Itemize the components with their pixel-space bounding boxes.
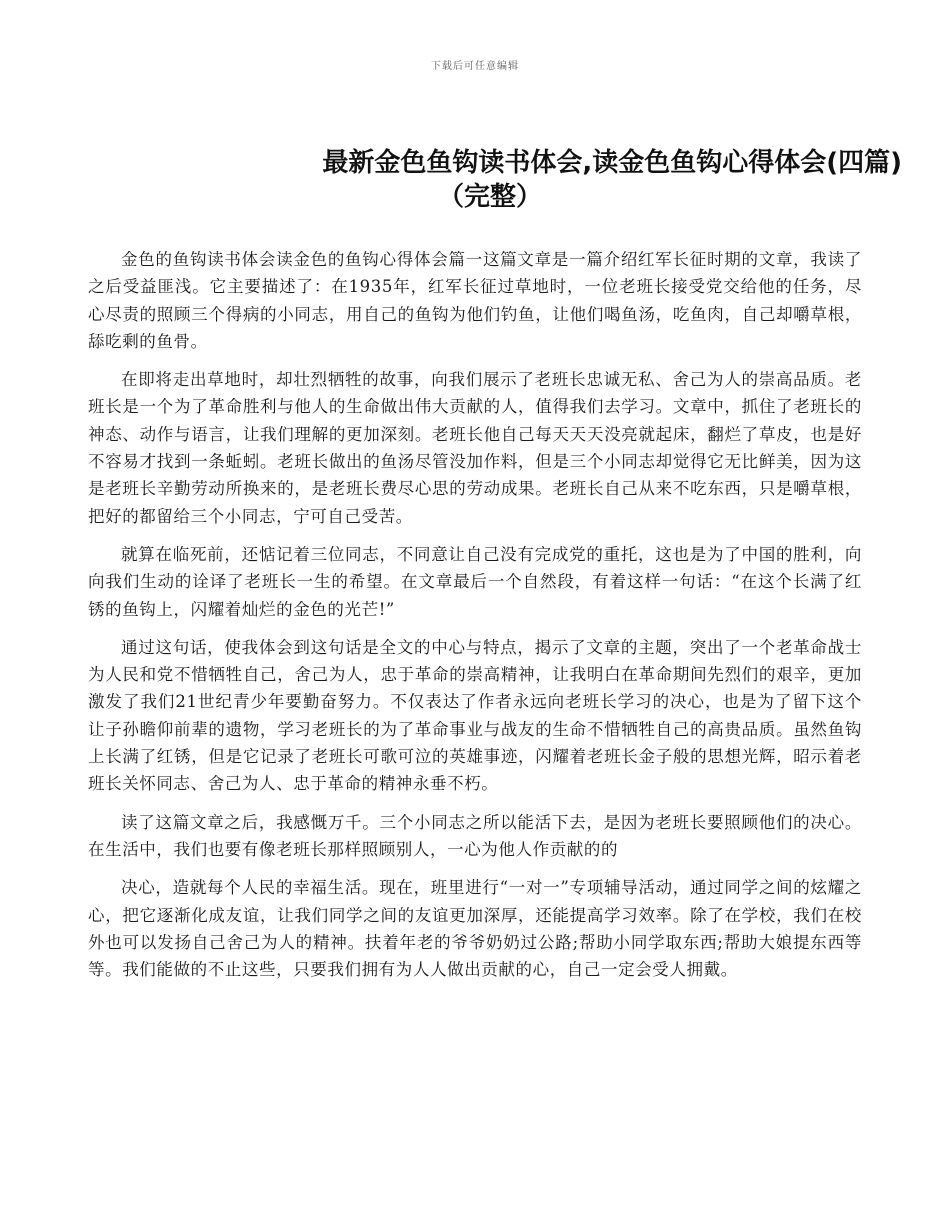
paragraph-3: 就算在临死前，还惦记着三位同志，不同意让自己没有完成党的重托，这也是为了中国的胜利，向向我们生动的诠译了老班长一生的希望。在文章最后一个自然段，有着这样一句话：“在这个长满了红锈的鱼钩上，闪耀着灿烂的金色的光芒!” [88,544,862,619]
paragraph-1: 金色的鱼钩读书体会读金色的鱼钩心得体会篇一这篇文章是一篇介绍红军长征时期的文章，我读了之后受益匪浅。它主要描述了：在1935年，红军长征过草地时，一位老班长接受党交给他的任务，尽心尽责的照顾三个得病的小同志，用自己的鱼钩为他们钓鱼，让他们喝鱼汤，吃鱼肉，自己却嚼草根，舔吃剩的鱼骨。 [88,250,862,351]
page-header: 下载后可任意编辑 [431,61,519,72]
document-body [88,246,862,994]
title-line-1: 最新金色鱼钩读书体会,读金色鱼钩心得体会(四篇) [322,148,902,178]
paragraph-4: 通过这句话，使我体会到这句话是全文的中心与特点，揭示了文章的主题，突出了一个老革命战士为人民和党不惜牺牲自己，舍己为人，忠于革命的崇高精神，让我明白在革命期间先烈们的艰辛，更加激发了我们21世纪青少年要勤奋努力。不仅表达了作者永远向老班长学习的决心，也是为了留下这个让子孙瞻仰前辈的遗物，学习老班长的为了革命事业与战友的生命不惜牺牲自己的高贵品质。虽然鱼钩上长满了红锈，但是它记录了老班长可歌可泣的英雄事迹，闪耀着老班长金子般的思想光辉，昭示着老班长关怀同志、舍己为人、忠于革命的精神永垂不朽。 [88,637,862,794]
paragraph-2: 在即将走出草地时，却壮烈牺牲的故事，向我们展示了老班长忠诚无私、舍己为人的崇高品质。老班长是一个为了革命胜利与他人的生命做出伟大贡献的人，值得我们去学习。文章中，抓住了老班长的神态、动作与语言，让我们理解的更加深刻。老班长他自己每天天天没亮就起床，翻烂了草皮，也是好不容易才找到一条蚯蚓。老班长做出的鱼汤尽管没加作料，但是三个小同志却觉得它无比鲜美，因为这是老班长辛勤劳动所换来的，是老班长费尽心思的劳动成果。老班长自己从来不吃东西，只是嚼草根，把好的都留给三个小同志，宁可自己受苦。 [88,370,862,526]
title-line-2: （完整） [437,182,542,212]
paragraph-5: 读了这篇文章之后，我感慨万千。三个小同志之所以能活下去，是因为老班长要照顾他们的决心。在生活中，我们也要有像老班长那样照顾别人，一心为他人作贡献的的 [88,812,862,859]
paragraph-6: 决心，造就每个人民的幸福生活。现在，班里进行“一对一”专项辅导活动，通过同学之间的炫耀之心，把它逐渐化成友谊，让我们同学之间的友谊更加深厚，还能提高学习效率。除了在学校，我们在校外也可以发扬自己舍己为人的精神。扶着年老的爷爷奶奶过公路;帮助小同学取东西;帮助大娘提东西等等。我们能做的不止这些，只要我们拥有为人人做出贡献的心，自己一定会受人拥戴。 [88,878,862,980]
document-title [120,146,902,214]
